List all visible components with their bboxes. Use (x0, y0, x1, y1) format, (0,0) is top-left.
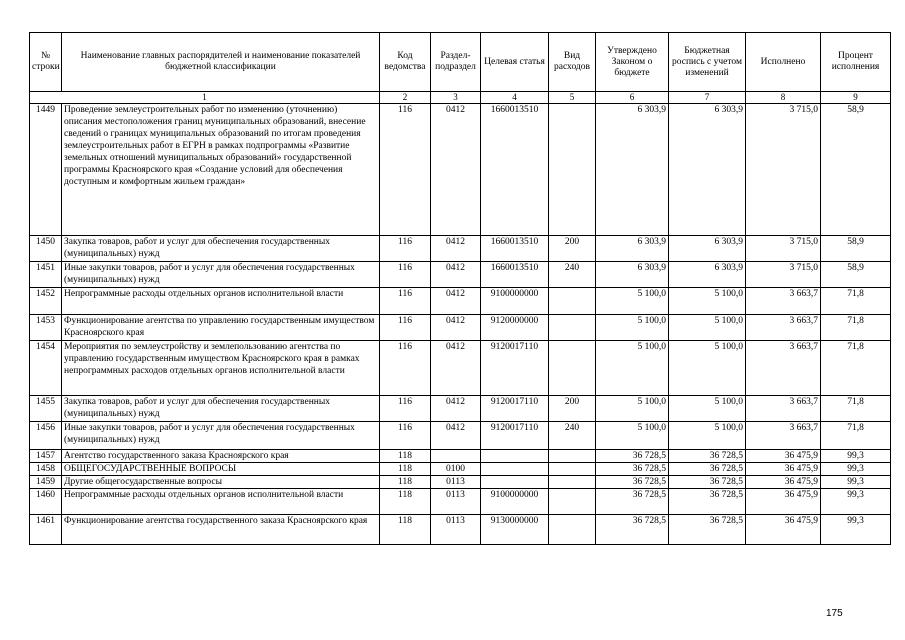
row-dept-code: 116 (380, 396, 431, 422)
row-expense-kind: 200 (549, 396, 596, 422)
column-number: 8 (746, 92, 821, 104)
row-number: 1461 (30, 515, 62, 545)
row-percent: 99,3 (821, 476, 891, 489)
row-section-code (431, 450, 481, 463)
row-target-code: 9120017110 (481, 422, 549, 450)
row-name: Функционирование агентства по управлению государственным имуществом Красноярского края (62, 315, 380, 341)
budget-table (29, 32, 891, 545)
header-row (30, 33, 891, 92)
row-name: Проведение землеустроительных работ по изменению (уточнению) описания местоположения границ муниципальных образований, внесение сведений о границах муниципальных образований по итогам проведения землеустроительных работ в ЕГРН в рамках подпрограммы «Развитие земельных отношений муниципальных образований» государственной программы Красноярского края «Создание условий для обеспечения доступным и комфортным жильем граждан» (62, 104, 380, 236)
row-target-code: 1660013510 (481, 236, 549, 262)
row-approved-amount: 36 728,5 (596, 463, 669, 476)
row-dept-code: 116 (380, 341, 431, 396)
row-section-code: 0100 (431, 463, 481, 476)
table-row (30, 476, 891, 489)
row-approved-amount: 5 100,0 (596, 288, 669, 315)
row-number: 1451 (30, 262, 62, 288)
row-schedule-amount: 6 303,9 (669, 104, 746, 236)
header-dept: Код ведомства (380, 33, 431, 92)
row-approved-amount: 36 728,5 (596, 476, 669, 489)
row-dept-code: 116 (380, 422, 431, 450)
row-target-code (481, 450, 549, 463)
column-number: 3 (431, 92, 481, 104)
row-executed-amount: 3 715,0 (746, 236, 821, 262)
row-name: Агентство государственного заказа Красноярского края (62, 450, 380, 463)
row-target-code: 9120017110 (481, 341, 549, 396)
row-expense-kind (549, 463, 596, 476)
row-section-code: 0412 (431, 396, 481, 422)
row-target-code: 9120017110 (481, 396, 549, 422)
row-schedule-amount: 6 303,9 (669, 262, 746, 288)
table-row (30, 288, 891, 315)
row-percent: 71,8 (821, 315, 891, 341)
row-section-code: 0412 (431, 104, 481, 236)
row-executed-amount: 36 475,9 (746, 515, 821, 545)
row-approved-amount: 6 303,9 (596, 104, 669, 236)
header-target: Целевая статья (481, 33, 549, 92)
column-number: 5 (549, 92, 596, 104)
row-dept-code: 116 (380, 315, 431, 341)
row-schedule-amount: 5 100,0 (669, 422, 746, 450)
header-no: № строки (30, 33, 62, 92)
row-number: 1456 (30, 422, 62, 450)
row-percent: 99,3 (821, 463, 891, 476)
row-name: Иные закупки товаров, работ и услуг для обеспечения государственных (муниципальных) нужд (62, 422, 380, 450)
column-number: 2 (380, 92, 431, 104)
row-percent: 71,8 (821, 396, 891, 422)
header-name: Наименование главных распорядителей и наименование показателей бюджетной классификации (62, 33, 380, 92)
table-row (30, 450, 891, 463)
row-expense-kind (549, 315, 596, 341)
row-section-code: 0412 (431, 288, 481, 315)
row-target-code: 1660013510 (481, 104, 549, 236)
row-expense-kind (549, 489, 596, 515)
row-number: 1457 (30, 450, 62, 463)
row-dept-code: 118 (380, 476, 431, 489)
row-expense-kind (549, 288, 596, 315)
row-section-code: 0412 (431, 422, 481, 450)
row-schedule-amount: 5 100,0 (669, 315, 746, 341)
column-number: 6 (596, 92, 669, 104)
row-approved-amount: 6 303,9 (596, 236, 669, 262)
row-schedule-amount: 36 728,5 (669, 450, 746, 463)
row-schedule-amount: 5 100,0 (669, 341, 746, 396)
table-row (30, 422, 891, 450)
row-executed-amount: 3 715,0 (746, 262, 821, 288)
row-dept-code: 118 (380, 463, 431, 476)
row-executed-amount: 36 475,9 (746, 476, 821, 489)
row-percent: 58,9 (821, 236, 891, 262)
row-section-code: 0113 (431, 489, 481, 515)
row-percent: 99,3 (821, 450, 891, 463)
row-target-code: 9100000000 (481, 489, 549, 515)
header-executed: Исполнено (746, 33, 821, 92)
page-number: 175 (826, 608, 843, 619)
table-row (30, 463, 891, 476)
row-number: 1454 (30, 341, 62, 396)
row-dept-code: 116 (380, 262, 431, 288)
table-row (30, 341, 891, 396)
row-target-code: 1660013510 (481, 262, 549, 288)
row-percent: 71,8 (821, 341, 891, 396)
row-approved-amount: 5 100,0 (596, 396, 669, 422)
column-number: 4 (481, 92, 549, 104)
row-target-code: 9120000000 (481, 315, 549, 341)
row-expense-kind (549, 515, 596, 545)
row-section-code: 0412 (431, 262, 481, 288)
column-number: 7 (669, 92, 746, 104)
header-kind: Вид расходов (549, 33, 596, 92)
row-expense-kind (549, 341, 596, 396)
row-target-code (481, 476, 549, 489)
row-executed-amount: 3 663,7 (746, 315, 821, 341)
row-approved-amount: 36 728,5 (596, 450, 669, 463)
row-section-code: 0113 (431, 476, 481, 489)
table-row (30, 262, 891, 288)
row-approved-amount: 6 303,9 (596, 262, 669, 288)
row-name: Функционирование агентства государственного заказа Красноярского края (62, 515, 380, 545)
row-executed-amount: 3 663,7 (746, 396, 821, 422)
row-percent: 71,8 (821, 422, 891, 450)
column-number: 1 (30, 92, 380, 104)
row-number: 1459 (30, 476, 62, 489)
row-dept-code: 118 (380, 515, 431, 545)
row-executed-amount: 3 715,0 (746, 104, 821, 236)
row-number: 1455 (30, 396, 62, 422)
row-approved-amount: 5 100,0 (596, 341, 669, 396)
header-approved: Утверждено Законом о бюджете (596, 33, 669, 92)
row-number: 1458 (30, 463, 62, 476)
row-section-code: 0412 (431, 236, 481, 262)
row-percent: 58,9 (821, 262, 891, 288)
row-target-code: 9130000000 (481, 515, 549, 545)
row-schedule-amount: 5 100,0 (669, 288, 746, 315)
row-schedule-amount: 36 728,5 (669, 476, 746, 489)
row-name: Мероприятия по землеустройству и землепользованию агентства по управлению государственным имуществом Красноярского края в рамках непрограммных расходов отдельных органов исполнительной власти (62, 341, 380, 396)
row-expense-kind (549, 104, 596, 236)
row-executed-amount: 3 663,7 (746, 341, 821, 396)
table-row (30, 236, 891, 262)
table-row (30, 104, 891, 236)
table-row (30, 489, 891, 515)
row-dept-code: 116 (380, 104, 431, 236)
row-target-code (481, 463, 549, 476)
row-name: Иные закупки товаров, работ и услуг для обеспечения государственных (муниципальных) нужд (62, 262, 380, 288)
table-row (30, 515, 891, 545)
header-percent: Процент исполнения (821, 33, 891, 92)
table-row (30, 396, 891, 422)
row-approved-amount: 5 100,0 (596, 422, 669, 450)
row-schedule-amount: 36 728,5 (669, 463, 746, 476)
row-expense-kind: 240 (549, 422, 596, 450)
row-percent: 99,3 (821, 515, 891, 545)
row-schedule-amount: 5 100,0 (669, 396, 746, 422)
row-dept-code: 118 (380, 489, 431, 515)
row-schedule-amount: 36 728,5 (669, 489, 746, 515)
row-dept-code: 116 (380, 236, 431, 262)
row-schedule-amount: 36 728,5 (669, 515, 746, 545)
row-expense-kind (549, 450, 596, 463)
header-section: Раздел-подраздел (431, 33, 481, 92)
row-percent: 99,3 (821, 489, 891, 515)
header-schedule: Бюджетная роспись с учетом изменений (669, 33, 746, 92)
row-schedule-amount: 6 303,9 (669, 236, 746, 262)
row-number: 1452 (30, 288, 62, 315)
row-approved-amount: 36 728,5 (596, 515, 669, 545)
column-number: 9 (821, 92, 891, 104)
row-executed-amount: 3 663,7 (746, 422, 821, 450)
row-section-code: 0412 (431, 315, 481, 341)
row-name: Закупка товаров, работ и услуг для обеспечения государственных (муниципальных) нужд (62, 396, 380, 422)
row-number: 1453 (30, 315, 62, 341)
row-number: 1450 (30, 236, 62, 262)
row-target-code: 9100000000 (481, 288, 549, 315)
row-percent: 58,9 (821, 104, 891, 236)
row-name: Закупка товаров, работ и услуг для обеспечения государственных (муниципальных) нужд (62, 236, 380, 262)
table-row (30, 315, 891, 341)
row-name: Другие общегосударственные вопросы (62, 476, 380, 489)
row-number: 1449 (30, 104, 62, 236)
row-approved-amount: 36 728,5 (596, 489, 669, 515)
row-executed-amount: 3 663,7 (746, 288, 821, 315)
row-executed-amount: 36 475,9 (746, 463, 821, 476)
row-expense-kind (549, 476, 596, 489)
row-dept-code: 116 (380, 288, 431, 315)
row-executed-amount: 36 475,9 (746, 489, 821, 515)
row-name: ОБЩЕГОСУДАРСТВЕННЫЕ ВОПРОСЫ (62, 463, 380, 476)
row-section-code: 0412 (431, 341, 481, 396)
row-number: 1460 (30, 489, 62, 515)
row-expense-kind: 200 (549, 236, 596, 262)
row-dept-code: 118 (380, 450, 431, 463)
row-section-code: 0113 (431, 515, 481, 545)
row-percent: 71,8 (821, 288, 891, 315)
row-approved-amount: 5 100,0 (596, 315, 669, 341)
row-name: Непрограммные расходы отдельных органов исполнительной власти (62, 489, 380, 515)
row-name: Непрограммные расходы отдельных органов исполнительной власти (62, 288, 380, 315)
row-expense-kind: 240 (549, 262, 596, 288)
row-executed-amount: 36 475,9 (746, 450, 821, 463)
column-number-row (30, 92, 891, 104)
